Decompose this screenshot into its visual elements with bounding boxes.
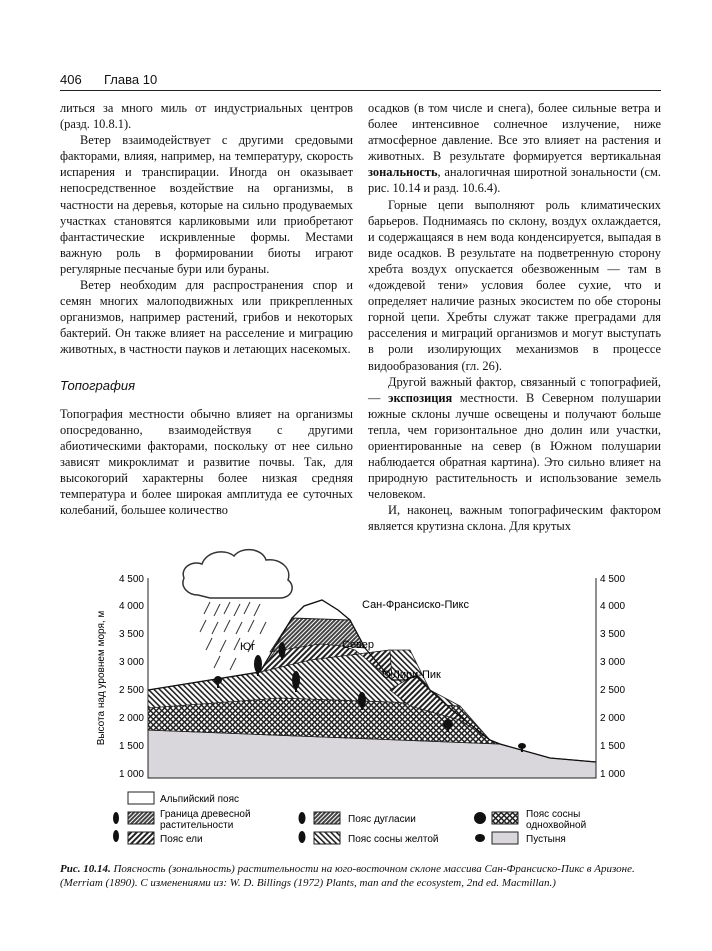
paragraph: Ветер взаимодействует с другими средовыми факторами, влияя, например, на температуру, скорость испарения и транспирации. Иногда он оказывает непосредственное воздействие на организмы, в частности на деревья, которые на сильно продуваемых участках становятся карликовыми или приобретают фантастические искривленные формы. Местами важную роль в формировании биоты играют регулярные песчаные бури или бураны.	[60, 133, 353, 276]
legend-yellow-pine: Пояс сосны желтой	[348, 834, 439, 845]
tick-label: 3 000	[118, 657, 144, 668]
paragraph: литься за много миль от индустриальных центров (разд. 10.8.1).	[60, 101, 353, 132]
tick-label: 4 000	[118, 601, 144, 612]
text-column-left	[60, 100, 353, 518]
zonation-figure	[60, 540, 660, 860]
text-run: , аналогичная широтной зональности (см. рис. 10.14 и разд. 10.6.4).	[368, 165, 661, 196]
tick-label: 2 500	[118, 685, 144, 696]
tick-label: 1 000	[118, 769, 144, 780]
tick-label: 4 000	[600, 601, 626, 612]
cloud-icon	[183, 550, 292, 598]
paragraph	[368, 374, 661, 503]
text-run: осадков (в том числе и снега), более сильные ветра и более интенсивное солнечное излучение, ниже атмосферное давление. Все это влияет на растения и животных. В результате формируется вертикальная	[368, 101, 661, 164]
text-run: Другой важный фактор, связанный с топографией, —	[368, 374, 661, 405]
legend-desert: Пустыня	[526, 834, 566, 845]
tick-label: 3 500	[600, 629, 626, 640]
slope-label-south: Юг	[240, 641, 256, 653]
douglas-icon	[299, 812, 306, 824]
paragraph	[368, 100, 661, 197]
paragraph: Ветер необходим для распространения спор и семян многих малоподвижных или прикрепленных организмов, например растений, грибов и некоторых бактерий. Он также влияет на расселение и миграцию животных, в частности пауков и летающих насекомых.	[60, 278, 353, 357]
tick-label: 2 500	[600, 685, 626, 696]
tick-label: 4 500	[118, 574, 144, 585]
text-run: местности. В Северном полушарии южные склоны лучше освещены и получают больше тепла, чем горизонтальное дно долин или участки, ориентированные на север (в Южном полушарии наблюдается обратная картина). Это сильно влияет на природную растительность и использование земель человеком.	[368, 390, 661, 502]
slope-label-north: Север	[342, 639, 375, 651]
yellow-pine-icon	[299, 831, 306, 843]
paragraph: Топография местности обычно влияет на организмы опосредованно, взаимодействуя с другими абиотическими факторами, поскольку от нее сильно зависят микроклимат и развитие почвы. Так, для высокогорий характерны более низкая средняя температура и более широкая амплитуда ее суточных колебаний, большее количество	[60, 406, 353, 518]
tick-label: 3 000	[600, 657, 626, 668]
tick-label: 2 000	[600, 713, 626, 724]
tick-label: 1 500	[600, 741, 626, 752]
section-heading: Топография	[60, 377, 136, 393]
tick-label: 1 500	[118, 741, 144, 752]
treeline-icon	[113, 812, 119, 824]
tick-label: 4 500	[600, 574, 626, 585]
legend-treeline: Граница древесной растительности	[160, 809, 251, 831]
term-exposition: экспозиция	[388, 390, 453, 405]
tick-label: 3 500	[118, 629, 144, 640]
peak-label-main: Сан-Франсиско-Пикс	[362, 599, 469, 611]
pinyon-icon	[474, 812, 486, 824]
y-axis-label: Высота над уровнем моря, м	[96, 610, 107, 746]
page-header	[60, 68, 661, 91]
tick-label: 1 000	[600, 769, 626, 780]
chapter-title: Глава 10	[104, 72, 158, 87]
text-column-right	[368, 100, 661, 535]
term-zonality: зональность	[368, 165, 438, 180]
y-axis-right	[596, 574, 625, 780]
page-number: 406	[60, 72, 82, 87]
paragraph: Горные цепи выполняют роль климатических барьеров. Поднимаясь по склону, воздух охлаждается, и содержащаяся в нем вода конденсируется, выпадая в виде осадков. В результате на подветренную сторону хребта воздух опускается обезвоженным — там в «дождевой тени» условия более сухие, что и определяет наличие разных экосистем по обе стороны горной цепи. Хребты служат также преградами для расселения и миграций организмов и могут выступать в роли изолирующих механизмов в процессе видообразования (гл. 26).	[368, 197, 661, 373]
y-axis-left	[96, 574, 148, 780]
legend-douglas: Пояс дугласии	[348, 814, 416, 825]
desert-shrub-icon	[475, 834, 485, 842]
peak-label-second: О'Лири-Пик	[382, 669, 441, 681]
caption-label: Рис. 10.14.	[60, 863, 111, 875]
spruce-icon	[113, 830, 119, 842]
legend-alpine: Альпийский пояс	[160, 794, 240, 805]
tick-label: 2 000	[118, 713, 144, 724]
paragraph: И, наконец, важным топографическим фактором является крутизна склона. Для крутых	[368, 503, 661, 534]
legend-spruce: Пояс ели	[160, 834, 203, 845]
legend-pinyon: Пояс сосны однохвойной	[526, 809, 587, 831]
legend	[113, 792, 586, 845]
figure-caption	[60, 862, 660, 890]
caption-text: Поясность (зональность) растительности на юго-восточном склоне массива Сан-Франсиско-Пикс в Аризоне. (Merriam (1890). С изменениями из: W. D. Billings (1972) Plants, man and the ecosystem, 2nd ed. Macmillan.)	[60, 863, 635, 889]
